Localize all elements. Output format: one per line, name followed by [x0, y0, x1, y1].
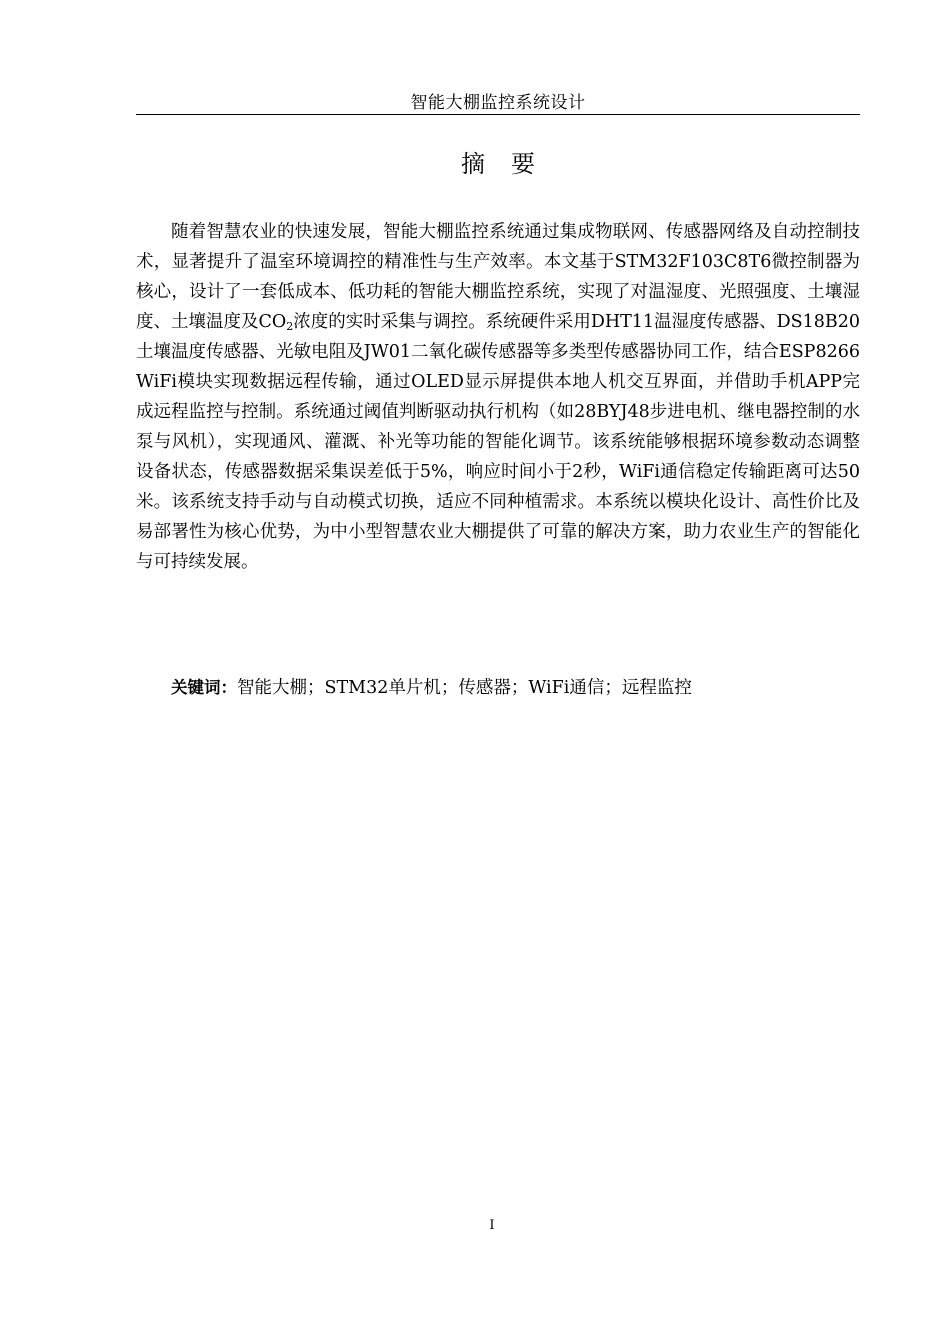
- header-divider: [136, 114, 860, 115]
- abstract-heading: [136, 148, 860, 180]
- abstract-heading-char-1: 摘: [461, 150, 485, 178]
- co2-subscript: 2: [286, 320, 294, 333]
- keywords-line: [136, 673, 860, 703]
- page-number: I: [489, 1218, 495, 1233]
- abstract-paragraph: [136, 217, 860, 577]
- abstract-heading-char-2: 要: [511, 150, 535, 178]
- running-header-title: 智能大棚监控系统设计: [410, 93, 586, 113]
- abstract-text-part-1: 随着智慧农业的快速发展，智能大棚监控系统通过集成物联网、传感器网络及自动控制技术，显著提升了温室环境调控的精准性与生产效率。本文基于STM32F103C8T6微控制器为核心，设计了一套低成本、低功耗的智能大棚监控系统，实现了对温湿度、光照强度、土壤湿度、土壤温度及CO: [136, 222, 860, 332]
- keywords-text: 智能大棚；STM32单片机；传感器；WiFi通信；远程监控: [237, 678, 692, 698]
- keywords-label: 关键词：: [171, 678, 237, 697]
- abstract-body: [136, 217, 860, 577]
- abstract-text-part-2: 浓度的实时采集与调控。系统硬件采用DHT11温湿度传感器、DS18B20土壤温度传感器、光敏电阻及JW01二氧化碳传感器等多类型传感器协同工作，结合ESP8266 WiFi模块实现数据远程传输，通过OLED显示屏提供本地人机交互界面，并借助手机APP完成远程监控与控制。系统通过阈值判断驱动执行机构（如28BYJ48步进电机、继电器控制的水泵与风机），实现通风、灌溉、补光等功能的智能化调节。该系统能够根据环境参数动态调整设备状态，传感器数据采集误差低于5%，响应时间小于2秒，WiFi通信稳定传输距离可达50米。该系统支持手动与自动模式切换，适应不同种植需求。本系统以模块化设计、高性价比及易部署性为核心优势，为中小型智慧农业大棚提供了可靠的解决方案，助力农业生产的智能化与可持续发展。: [136, 312, 860, 572]
